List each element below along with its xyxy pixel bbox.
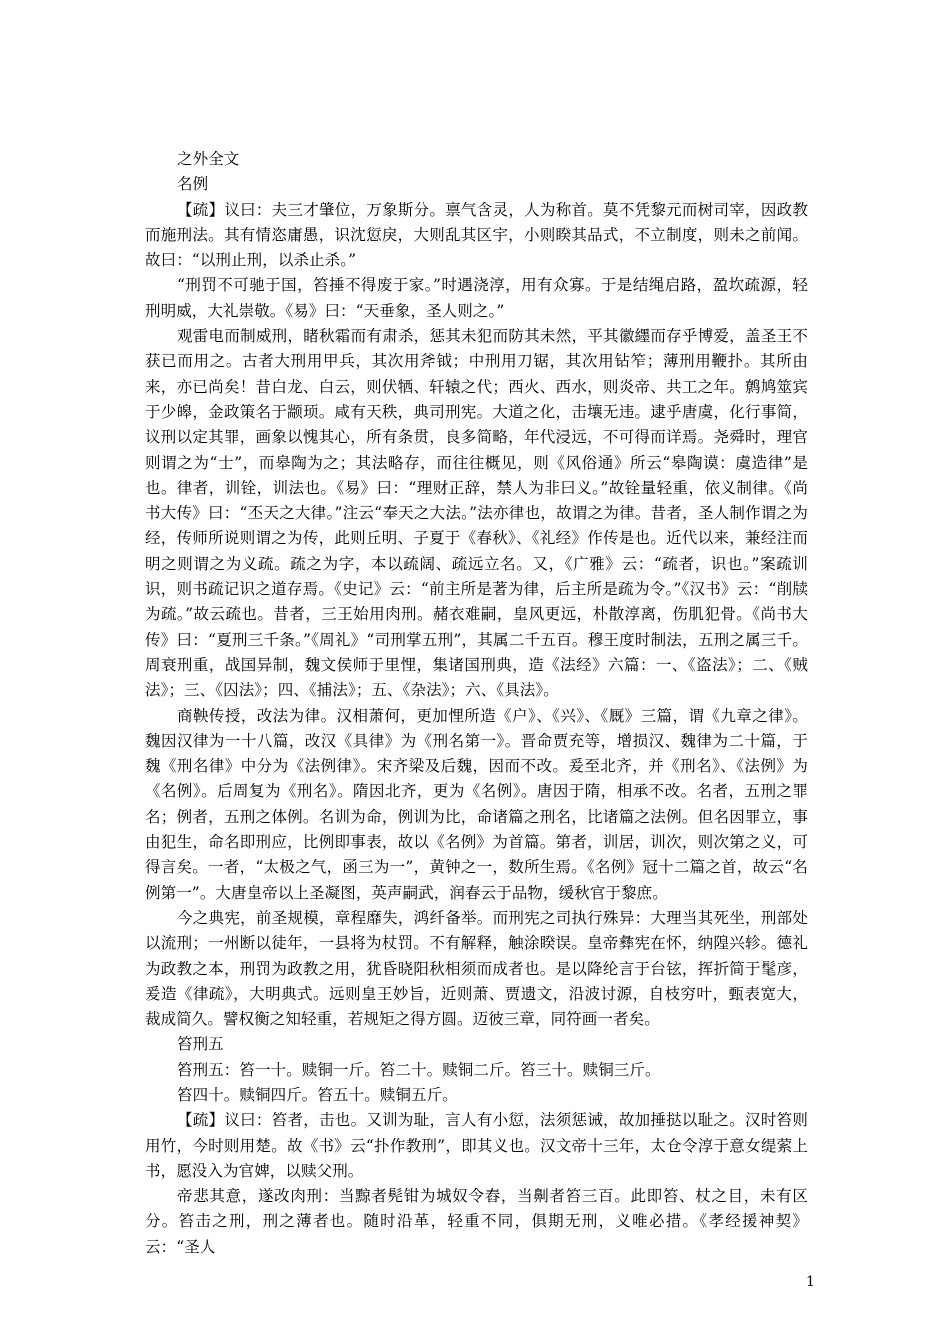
paragraph: “刑罚不可驰于国，笞捶不得废于家。”时遇浇淳，用有众寡。于是结绳启路，盈坎疏源，轻刑明威，大礼崇敬。《易》曰：“天垂象，圣人则之。” <box>145 276 808 320</box>
paragraph: 观雷电而制威刑，睹秋霜而有肃杀，惩其未犯而防其未然，平其徽纆而存乎博爱，盖圣王不获已而用之。古者大刑用甲兵，其次用斧钺；中刑用刀锯，其次用钻笮；薄刑用鞭扑。其所由来，亦已尚矣！昔白龙、白云，则伏牺、轩辕之代；西火、西水，则炎帝、共工之年。鹩鸠筮宾于少皞，金政策名于颛顼。咸有天秩，典司刑宪。大道之化，击壤无违。逮乎唐虞，化行事简，议刑以定其罪，画象以愧其心，所有条贯，良多简略，年代浸远，不可得而详焉。尧舜时，理官则谓之为“士”，而皋陶为之；其法略存，而往往概见，则《风俗通》所云“皋陶谟：虞造律”是也。律者，训铨，训法也。《易》曰：“理财正辞，禁人为非曰义。”故铨量轻重，依义制律。《尚书大传》曰：“丕天之大律。”注云“奉天之大法。”法亦律也，故谓之为律。昔者，圣人制作谓之为经，传师所说则谓之为传，此则丘明、子夏于《春秋》、《礼经》作传是也。近代以来，兼经注而明之则谓之为义疏。疏之为字，本以疏阔、疏远立名。又，《广雅》云：“疏者，识也。”案疏训识，则书疏记识之道存焉。《史记》云：“前主所是著为律，后主所是疏为令。”《汉书》云：“削牍为疏。”故云疏也。昔者，三王始用肉刑。赭衣难嗣，皇风更远，朴散淳离，伤肌犯骨。《尚书大传》曰：“夏刑三千条。”《周礼》“司刑掌五刑”，其属二千五百。穆王度时制法，五刑之属三千。周衰刑重，战国异制，魏文侯师于里悝，集诸国刑典，造《法经》六篇：一、《盗法》；二、《贼法》；三、《囚法》；四、《捕法》；五、《杂法》；六、《具法》。 <box>145 327 808 700</box>
paragraph: 商鞅传授，改法为律。汉相萧何，更加悝所造《户》、《兴》、《厩》三篇，谓《九章之律》。魏因汉律为一十八篇，改汉《具律》为《刑名第一》。晋命贾充等，增损汉、魏律为二十篇，于魏《刑名律》中分为《法例律》。宋齐梁及后魏，因而不改。爰至北齐，并《刑名》、《法例》为《名例》。后周复为《刑名》。隋因北齐，更为《名例》。唐因于隋，相承不改。名者，五刑之罪名；例者，五刑之体例。名训为命，例训为比，命诸篇之刑名，比诸篇之法例。但名因罪立，事由犯生，命名即刑应，比例即事表，故以《名例》为首篇。第者，训居，训次，则次第之义，可得言矣。一者，“太极之气，函三为一”，黄钟之一，数所生焉。《名例》冠十二篇之首，故云“名例第一”。大唐皇帝以上圣凝图，英声嗣武，润春云于品物，缓秋官于黎庶。 <box>145 706 808 902</box>
paragraph: 【疏】议曰：笞者，击也。又训为耻，言人有小愆，法须惩诫，故加捶挞以耻之。汉时笞则用竹，今时则用楚。故《书》云“扑作教刑”，即其义也。汉文帝十三年，太仓令淳于意女缇萦上书，愿没入为官婢，以赎父刑。 <box>145 1111 808 1180</box>
page-body <box>145 147 808 1260</box>
page-number: 1 <box>806 1274 815 1290</box>
document-title: 之外全文 <box>177 150 240 168</box>
paragraph: 【疏】议曰：夫三才肇位，万象斯分。禀气含灵，人为称首。莫不凭黎元而树司宰，因政教而施刑法。其有情恣庸愚，识沈愆戾，大则乱其区宇，小则睽其品式，不立制度，则未之前闻。故曰：“以刑止刑，以杀止杀。” <box>145 200 808 270</box>
chapter-heading: 名例 <box>177 175 209 194</box>
section-heading: 笞刑五 <box>177 1035 224 1054</box>
paragraph: 帝悲其意，遂改肉刑：当黥者髡钳为城奴令舂，当劓者笞三百。此即笞、杖之目，未有区分。笞击之刑，刑之薄者也。随时沿革，轻重不同，俱期无刑，义唯必措。《孝经援神契》云：“圣人 <box>145 1187 808 1256</box>
paragraph: 今之典宪，前圣规模，章程靡失，鸿纤备举。而刑宪之司执行殊异：大理当其死坐，刑部处以流刑；一州断以徒年，一县将为杖罚。不有解释，触涂睽误。皇帝彝宪在怀，纳隍兴轸。德礼为政教之本，刑罚为政教之用，犹昏晓阳秋相须而成者也。是以降纶言于台铉，挥折简于髦彦，爰造《律疏》，大明典式。远则皇王妙旨，近则萧、贾遗文，沿波讨源，自枝穷叶，甄表宽大，裁成简久。譬权衡之知轻重，若规矩之得方圆。迈彼三章，同符画一者矣。 <box>145 908 808 1029</box>
paragraph: 笞刑五：笞一十。赎铜一斤。笞二十。赎铜二斤。笞三十。赎铜三斤。 <box>177 1060 661 1079</box>
paragraph: 笞四十。赎铜四斤。笞五十。赎铜五斤。 <box>177 1085 458 1104</box>
